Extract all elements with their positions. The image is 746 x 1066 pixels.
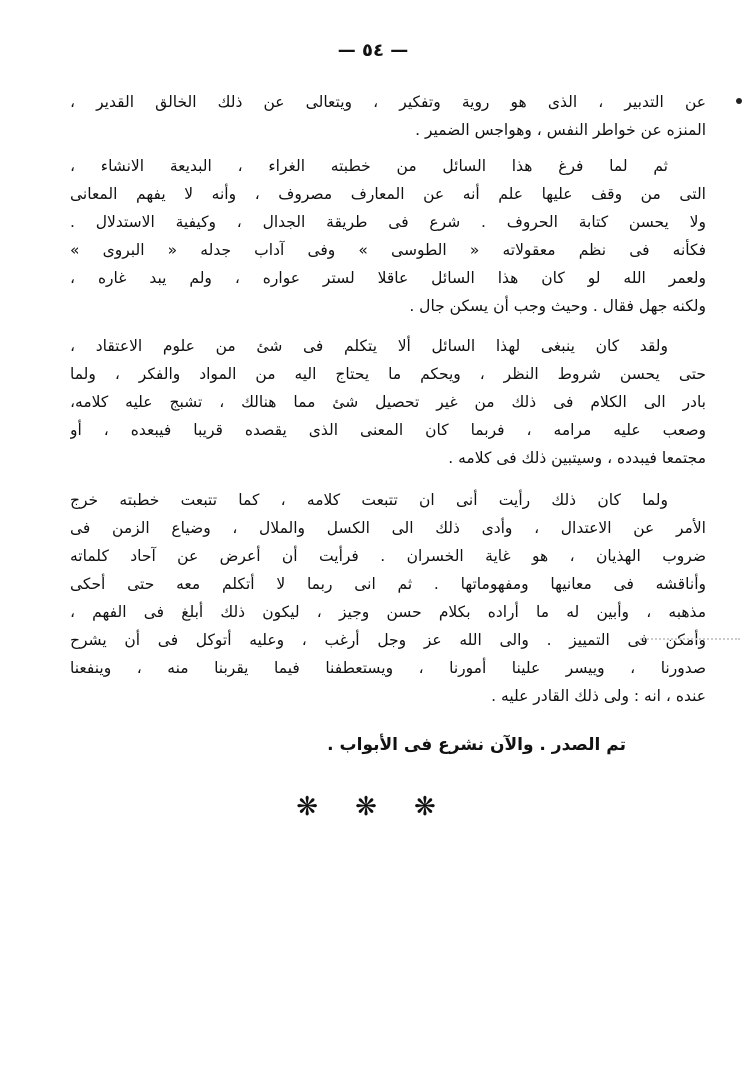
text-line: الأمر عن الاعتدال ، وأدى ذلك الى الكسل والملال ، وضياع الزمن فى — [70, 519, 706, 537]
ornament-stars: ❋ ❋ ❋ — [296, 792, 450, 822]
text-line: فكأنه فى نظم معقولاته « الطوسى » وفى آداب جدله « البروى » — [70, 241, 706, 259]
text-line: ولقد كان ينبغى لهذا السائل ألا يتكلم فى شئ من علوم الاعتقاد ، — [70, 337, 668, 355]
page-number: — ٥٤ — — [337, 40, 409, 61]
text-line: وأناقشه فى معانيها ومفهوماتها . ثم انى ربما لا أتكلم معه حتى أحكى — [70, 575, 706, 593]
text-line: بادر الى الكلام فى ذلك من غير تحصيل شئ مما هنالك ، تشبج عليه كلامه، — [70, 393, 706, 411]
text-line: وأمكن فى التمييز . والى الله عز وجل أرغب ، وعليه أتوكل فى أن يشرح — [70, 631, 706, 649]
margin-mark — [736, 98, 742, 104]
paragraph-4 — [70, 486, 706, 710]
text-line: ولكنه جهل فقال . وحيث وجب أن يسكن جال . — [409, 297, 706, 315]
text-line: المنزه عن خواطر النفس ، وهواجس الضمير . — [415, 121, 706, 139]
closing-line: تم الصدر . والآن نشرع فى الأبواب . — [327, 735, 626, 755]
text-line: ثم لما فرغ هذا السائل من خطبته الغراء ، البديعة الانشاء ، — [70, 157, 668, 175]
paragraph-3 — [70, 332, 706, 472]
text-line: ولما كان ذلك رأيت أنى ان تتبعت كلامه ، كما تتبعت خطبته خرج — [70, 491, 668, 509]
text-line: صدورنا ، وييسر علينا أمورنا ، ويستعطفنا فيما يقربنا منه ، وينفعنا — [70, 659, 706, 677]
text-line: عنده ، انه : ولى ذلك القادر عليه . — [491, 687, 706, 705]
text-line: ولعمر الله لو كان هذا السائل عاقلا لستر عواره ، ولم يبد غاره ، — [70, 269, 706, 287]
paragraph-2 — [70, 152, 706, 320]
text-line: عن التدبير ، الذى هو روية وتفكير ، ويتعالى عن ذلك الخالق القدير ، — [70, 93, 706, 111]
text-line: مذهبه ، وأبين له ما أراده بكلام حسن وجيز ، ليكون ذلك أبلغ فى الفهم ، — [70, 603, 706, 621]
margin-speck — [640, 638, 740, 644]
text-line: التى من وقف عليها علم أنه عن المعارف مصروف ، وأنه لا يفهم المعانى — [70, 185, 706, 203]
text-line: ولا يحسن كتابة الحروف . شرع فى طريقة الجدال ، وكيفية الاستدلال . — [70, 213, 706, 231]
text-line: وصعب عليه مرامه ، فربما كان المعنى الذى يقصده قريبا فيبعده ، أو — [70, 421, 706, 439]
text-line: حتى يحسن شروط النظر ، ويحكم ما يحتاج اليه من المواد والفكر ، ولما — [70, 365, 706, 383]
paragraph-1 — [70, 88, 706, 144]
text-line: ضروب الهذيان ، هو غاية الخسران . فرأيت أن أعرض عن آحاد كلماته — [70, 547, 706, 565]
text-line: مجتمعا فيبدده ، وسيتبين ذلك فى كلامه . — [448, 449, 706, 467]
